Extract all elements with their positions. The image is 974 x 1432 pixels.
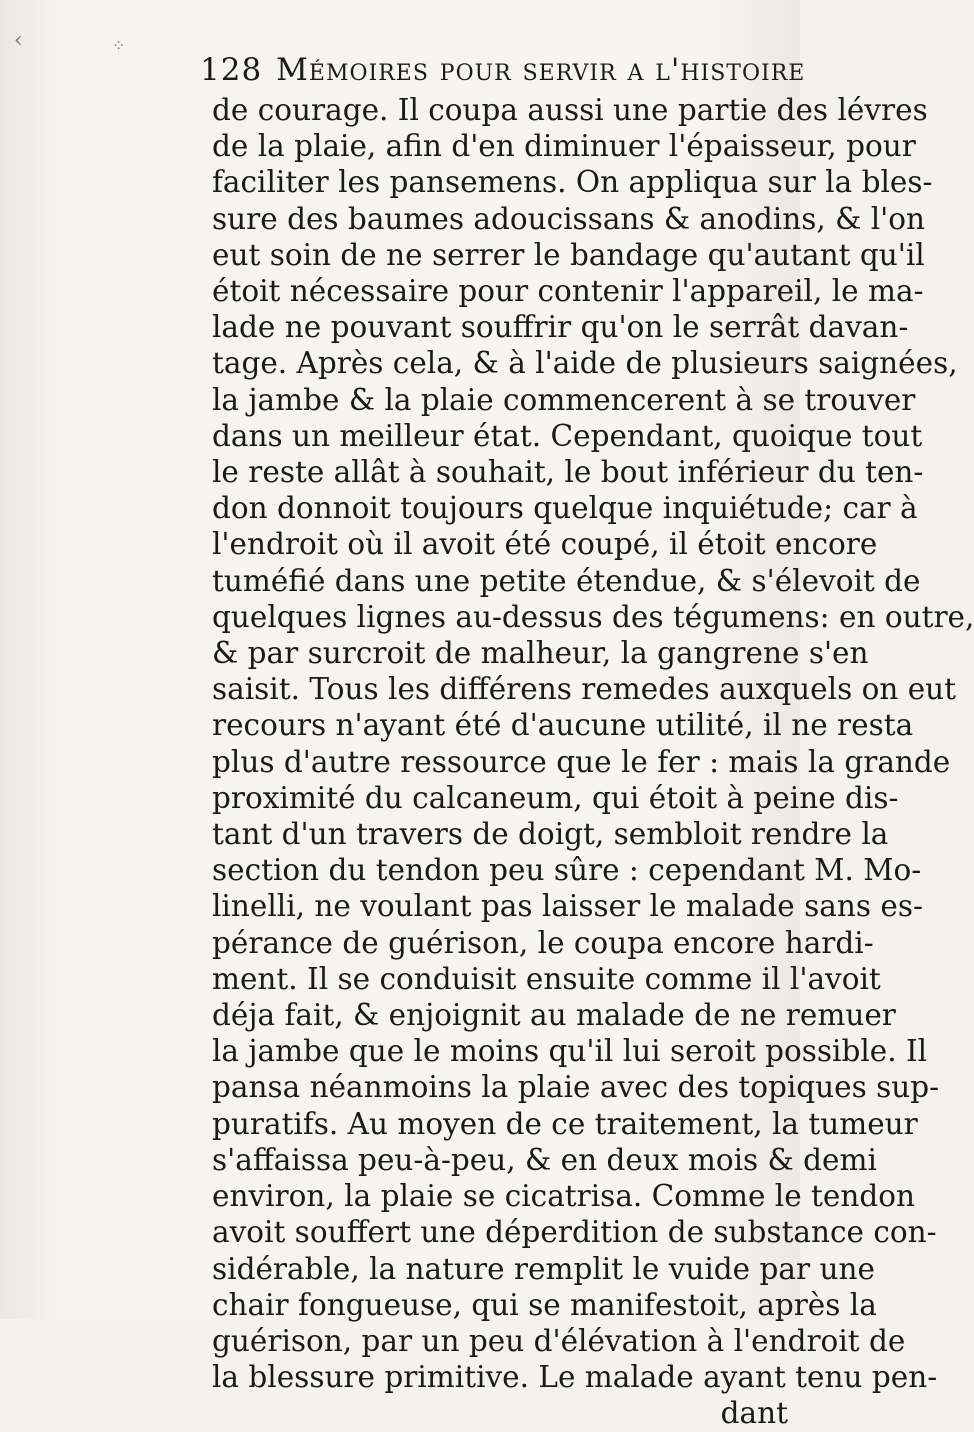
margin-mark: ‹: [14, 28, 23, 53]
text-line: eut soin de ne serrer le bandage qu'autant qu'il: [212, 237, 925, 272]
text-line: environ, la plaie se cicatrisa. Comme le tendon: [212, 1179, 916, 1214]
text-line: section du tendon peu sûre : cependant M. Mo-: [212, 853, 922, 888]
text-line: ment. Il se conduisit ensuite comme il l'avoit: [212, 961, 881, 996]
text-line: faciliter les pansemens. On appliqua sur la bles-: [212, 165, 933, 200]
text-line: la jambe & la plaie commencerent à se trouver: [212, 382, 916, 417]
text-line: dans un meilleur état. Cependant, quoique tout: [212, 418, 923, 453]
text-line: saisit. Tous les différens remedes auxquels on eut: [212, 672, 957, 707]
text-line: étoit nécessaire pour contenir l'appareil, le ma-: [212, 274, 924, 309]
text-line: guérison, par un peu d'élévation à l'endroit de: [212, 1323, 906, 1358]
running-title: Mémoires pour servir a l'histoire: [276, 52, 806, 88]
text-line: pansa néanmoins la plaie avec des topiques sup-: [212, 1070, 940, 1105]
running-header: [200, 52, 806, 96]
text-line: le reste allât à souhait, le bout inférieur du ten-: [212, 455, 924, 490]
text-line: linelli, ne voulant pas laisser le malade sans es-: [212, 889, 923, 924]
margin-smudge: ⁘: [112, 36, 126, 55]
text-line: recours n'ayant été d'aucune utilité, il ne resta: [212, 708, 914, 743]
text-line: l'endroit où il avoit été coupé, il étoit encore: [212, 527, 878, 562]
text-line: proximité du calcaneum, qui étoit à peine dis-: [212, 780, 899, 815]
text-line: déja fait, & enjoignit au malade de ne remuer: [212, 998, 896, 1033]
text-line: tage. Après cela, & à l'aide de plusieurs saignées,: [212, 346, 958, 381]
text-line: don donnoit toujours quelque inquiétude; car à: [212, 491, 918, 526]
text-line: tuméfié dans une petite étendue, & s'élevoit de: [212, 563, 921, 598]
text-line: puratifs. Au moyen de ce traitement, la tumeur: [212, 1106, 918, 1141]
text-line: & par surcroit de malheur, la gangrene s'en: [212, 636, 869, 671]
text-line: quelques lignes au-dessus des tégumens: en outre,: [212, 599, 974, 634]
text-line: de courage. Il coupa aussi une partie des lévres: [212, 93, 928, 127]
page-number: 128: [200, 52, 263, 88]
text-line: s'affaissa peu-à-peu, & en deux mois & demi: [212, 1142, 877, 1177]
text-line: lade ne pouvant souffrir qu'on le serrât davan-: [212, 310, 909, 345]
text-line: la jambe que le moins qu'il lui seroit possible. Il: [212, 1034, 928, 1069]
text-line: plus d'autre ressource que le fer : mais la grande: [212, 744, 951, 779]
text-line: la blessure primitive. Le malade ayant tenu pen-: [212, 1360, 938, 1395]
body-text: [212, 92, 974, 1432]
text-line: sure des baumes adoucissans & anodins, & l'on: [212, 201, 926, 236]
text-line: pérance de guérison, le coupa encore hardi-: [212, 925, 874, 960]
text-line: sidérable, la nature remplit le vuide par une: [212, 1251, 875, 1286]
text-line: de la plaie, afin d'en diminuer l'épaisseur, pour: [212, 129, 916, 164]
text-line: avoit souffert une déperdition de substance con-: [212, 1215, 937, 1250]
text-line: tant d'un travers de doigt, sembloit rendre la: [212, 817, 889, 852]
catchword: dant: [720, 1396, 788, 1431]
text-line: chair fongueuse, qui se manifestoit, après la: [212, 1287, 877, 1322]
